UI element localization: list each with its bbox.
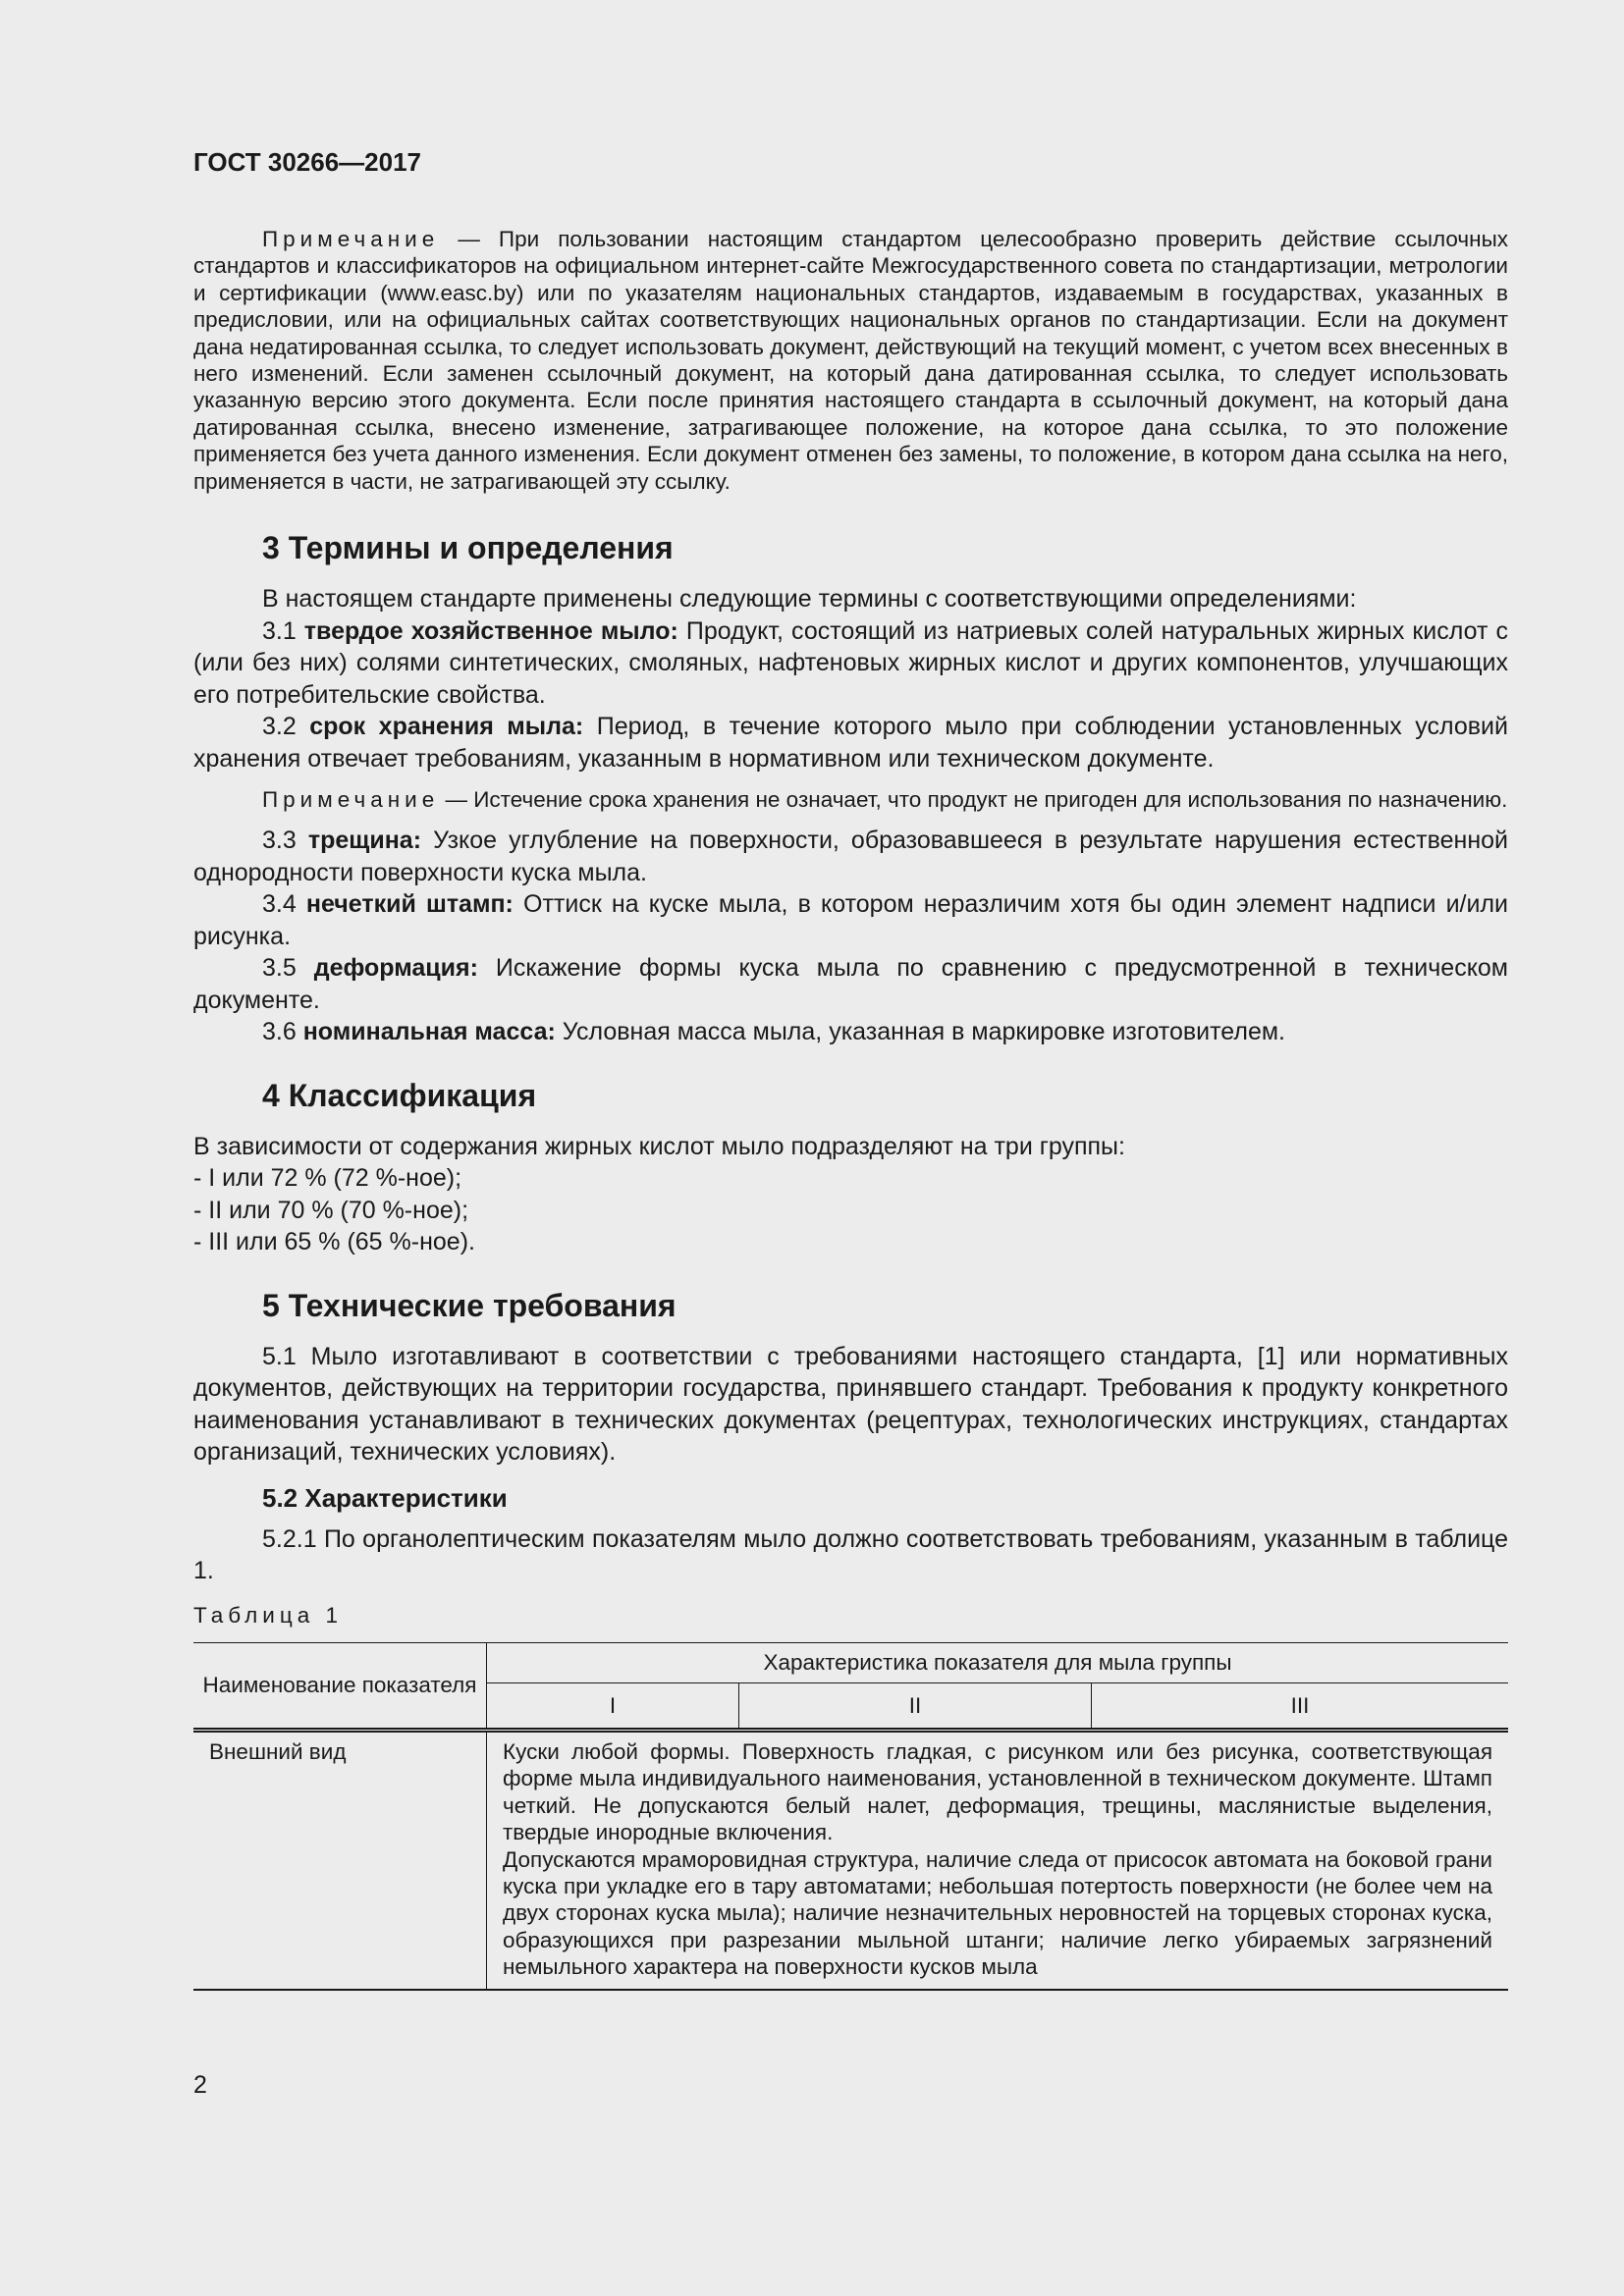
note-label: Примечание bbox=[262, 787, 440, 813]
section-4-title: 4 Классификация bbox=[262, 1077, 537, 1113]
page-number: 2 bbox=[193, 2071, 207, 2099]
note-label: Примечание bbox=[262, 227, 440, 251]
classification-item: - I или 72 % (72 %-ное); bbox=[193, 1164, 462, 1193]
classification-item: - III или 65 % (65 %-ное). bbox=[193, 1228, 475, 1256]
classification-item: - II или 70 % (70 %-ное); bbox=[193, 1196, 469, 1224]
term-name: срок хранения мыла: bbox=[309, 713, 584, 741]
term-number: 3.1 bbox=[262, 616, 304, 645]
term-number: 3.3 bbox=[262, 827, 308, 855]
note-text: — При пользовании настоящим стандартом целесообразно проверить действие ссылочных стандартов и классификаторов на официальном интернет-сайте Межгосударственного совета по стандартизации, метрологии и сертификации (www.easc.by) или по указателям национальных стандартов, издаваемым в государствах, указанных в предисловии, или на официальных сайтах соответствующих национальных органов по стандартизации. Если на документ дана недатированная ссылка, то следует использовать документ, действующий на текущий момент, с учетом всех внесенных в него изменений. Если заменен ссылочный документ, на который дана датированная ссылка, то следует использовать указанную версию этого документа. Если после принятия настоящего стандарта в ссылочный документ, на который дана датированная ссылка, внесено изменение, затрагивающее положение, на которое дана ссылка, то это положение применяется без учета данного изменения. Если документ отменен без замены, то положение, в котором дана ссылка на него, применяется в части, не затрагивающей эту ссылку. bbox=[193, 227, 1508, 494]
term-definition: Искажение формы куска мыла по сравнению с предусмотренной в техническом документе. bbox=[193, 954, 1508, 1014]
column-header-group-3: III bbox=[1092, 1683, 1509, 1731]
section-5-title: 5 Технические требования bbox=[262, 1287, 677, 1323]
column-header-group: Характеристика показателя для мыла группы bbox=[487, 1642, 1509, 1682]
table-1 bbox=[193, 1642, 1508, 1991]
document-content bbox=[193, 226, 1508, 1991]
term-name: твердое хозяйственное мыло: bbox=[303, 616, 678, 645]
clause-5-2-1: 5.2.1 По органолептическим показателям мыло должно соответствовать требованиям, указанным в таблице 1. bbox=[193, 1524, 1508, 1585]
term-number: 3.6 bbox=[262, 1018, 303, 1046]
subsection-5-2-title: 5.2 Характеристики bbox=[262, 1482, 508, 1513]
term-number: 3.4 bbox=[262, 890, 306, 919]
column-header-group-1: I bbox=[487, 1683, 739, 1731]
cell-indicator-name: Внешний вид bbox=[193, 1730, 487, 1989]
term-3-6 bbox=[193, 1016, 1508, 1048]
term-name: деформация: bbox=[313, 954, 478, 983]
term-name: трещина: bbox=[307, 827, 422, 855]
column-header-name: Наименование показателя bbox=[193, 1642, 487, 1730]
characteristic-text-1: Куски любой формы. Поверхность гладкая, с рисунком или без рисунка, соответствующая форме мыла индивидуального наименования, установленной в техническом документе. Штамп четкий. Не допускаются белый налет, деформация, трещины, маслянистые выделения, твердые инородные включения. bbox=[503, 1738, 1492, 1845]
column-header-group-2: II bbox=[739, 1683, 1092, 1731]
cell-characteristic bbox=[487, 1730, 1509, 1989]
section-4-intro: В зависимости от содержания жирных кислот мыло подразделяют на три группы: bbox=[193, 1132, 1125, 1160]
term-name: нечеткий штамп: bbox=[305, 890, 514, 919]
document-header: ГОСТ 30266—2017 bbox=[193, 147, 421, 177]
note-text: — Истечение срока хранения не означает, что продукт не пригоден для использования по назначению. bbox=[439, 787, 1508, 813]
term-definition: Узкое углубление на поверхности, образовавшееся в результате нарушения естественной однородности поверхности куска мыла. bbox=[193, 827, 1508, 886]
term-3-4 bbox=[193, 888, 1508, 952]
characteristic-text-2: Допускаются мраморовидная структура, наличие следа от присосок автомата на боковой грани куска при укладке его в тару автоматами; небольшая потертость поверхности (не более чем на двух сторонах куска мыла); наличие незначительных неровностей на торцевых сторонах куска, образующихся при разрезании мыльной штанги; наличие легко убираемых загрязнений немыльного характера на поверхности кусков мыла bbox=[503, 1846, 1492, 1980]
note-references bbox=[193, 226, 1508, 495]
note-shelf-life bbox=[193, 786, 1508, 813]
term-definition: Период, в течение которого мыло при соблюдении установленных условий хранения отвечает требованиям, указанным в нормативном или техническом документе. bbox=[193, 713, 1508, 773]
term-3-2 bbox=[193, 711, 1508, 774]
term-3-5 bbox=[193, 952, 1508, 1016]
term-3-1 bbox=[193, 615, 1508, 712]
term-number: 3.5 bbox=[262, 954, 314, 983]
term-number: 3.2 bbox=[262, 713, 310, 741]
clause-5-1: 5.1 Мыло изготавливают в соответствии с требованиями настоящего стандарта, [1] или нормативных документов, действующих на территории государства, принявшего стандарт. Требования к продукту конкретного наименования устанавливают в технических документах (рецептурах, технологических инструкциях, стандартах организаций, технических условиях). bbox=[193, 1342, 1508, 1467]
section-3-title: 3 Термины и определения bbox=[262, 530, 674, 566]
term-name: номинальная масса: bbox=[302, 1018, 556, 1046]
term-definition: Продукт, состоящий из натриевых солей натуральных жирных кислот с (или без них) солями синтетических, смоляных, нафтеновых жирных кислот и других компонентов, улучшающих его потребительские свойства. bbox=[193, 616, 1508, 709]
section-3-intro: В настоящем стандарте применены следующие термины с соответствующими определениями: bbox=[262, 585, 1357, 614]
term-definition: Условная масса мыла, указанная в маркировке изготовителем. bbox=[555, 1018, 1285, 1046]
term-3-3 bbox=[193, 825, 1508, 888]
table-caption: Таблица 1 bbox=[193, 1602, 343, 1628]
table-row bbox=[193, 1730, 1508, 1989]
term-definition: Оттиск на куске мыла, в котором неразличим хотя бы один элемент надписи и/или рисунка. bbox=[193, 890, 1509, 950]
